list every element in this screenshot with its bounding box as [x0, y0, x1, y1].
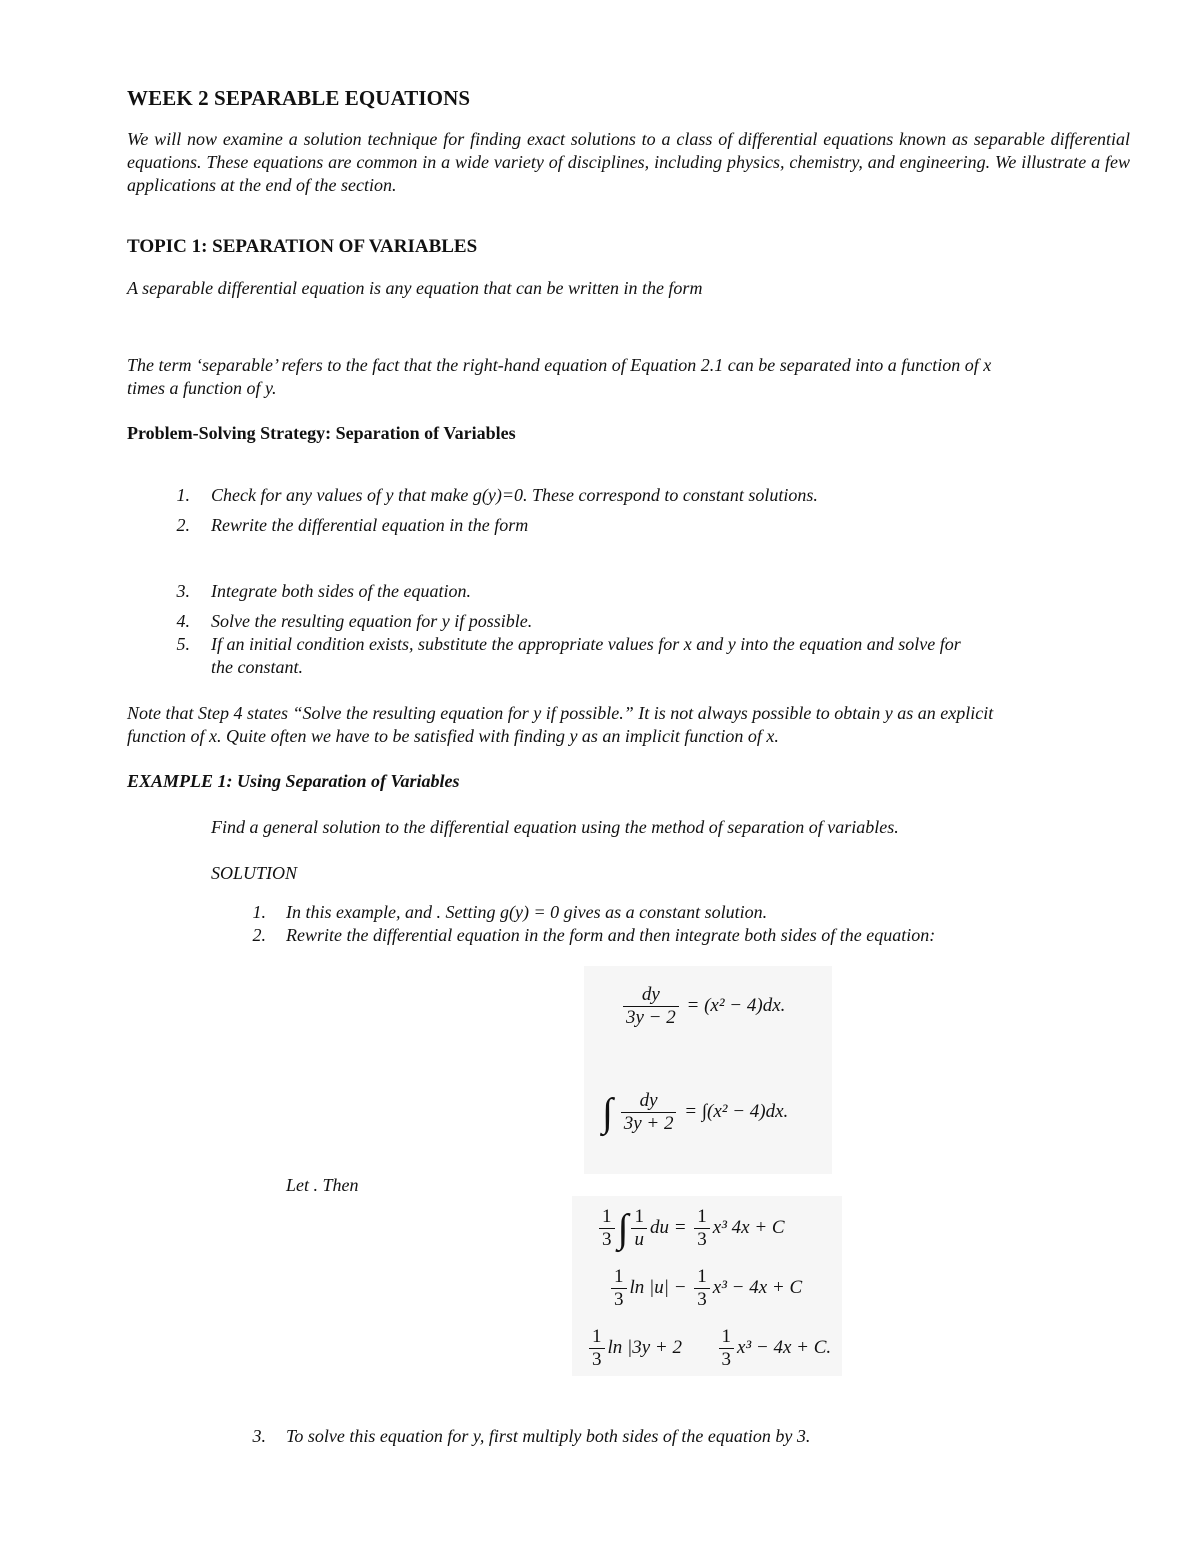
- note-line2: function of x. Quite often we have to be satisfied with finding y as an implicit function of x.: [127, 726, 779, 746]
- final-log-equation: [586, 1326, 831, 1371]
- strategy-step-number: 4.: [176, 611, 190, 631]
- note-line1: Note that Step 4 states “Solve the resulting equation for y if possible.” It is not always possible to obtain y as an explicit: [127, 703, 994, 723]
- strategy-step-number: 1.: [176, 485, 190, 505]
- log-equation: [608, 1266, 802, 1311]
- strategy-step-text-cont: the constant.: [211, 657, 303, 677]
- coefficient-denominator: 3: [694, 1288, 710, 1311]
- integrand-denominator: u: [631, 1228, 647, 1251]
- coefficient-numerator: 1: [614, 1266, 624, 1287]
- integral-sign: ∫: [617, 1205, 629, 1251]
- coefficient-numerator: 1: [721, 1326, 732, 1347]
- equation-middle: du =: [649, 1216, 687, 1238]
- intro-paragraph: We will now examine a solution technique for finding exact solutions to a class of differential equations known as separable differential equations. These equations are common in a wide variety of disciplines, including physics, chemistry, and engineering. We illustrate a few applications at the end of the section.: [127, 129, 1130, 195]
- equation-rhs: = (x² − 4)dx.: [686, 994, 786, 1016]
- coefficient-numerator: 1: [697, 1266, 707, 1287]
- solution-step-number: 2.: [252, 925, 266, 945]
- solution-step-text: Rewrite the differential equation in the form and then integrate both sides of the equation:: [286, 925, 936, 945]
- integral-sign: ∫: [602, 1089, 613, 1135]
- coefficient-numerator: 1: [697, 1206, 707, 1227]
- strategy-step-text: Solve the resulting equation for y if possible.: [211, 611, 533, 631]
- strategy-step-number: 5.: [176, 634, 190, 654]
- fraction-numerator: dy: [639, 1090, 658, 1111]
- example1-heading: EXAMPLE 1: Using Separation of Variables: [127, 771, 460, 791]
- strategy-step-number: 3.: [176, 581, 190, 601]
- fraction-denominator: 3y − 2: [623, 1006, 679, 1029]
- fraction-denominator: 3y + 2: [621, 1112, 677, 1135]
- coefficient-denominator: 3: [719, 1348, 735, 1371]
- solution-step-text: In this example, and . Setting g(y) = 0 gives as a constant solution.: [286, 902, 768, 922]
- equation-rhs: = ∫(x² − 4)dx.: [684, 1100, 789, 1122]
- separated-equation: [620, 984, 785, 1029]
- integrated-equation: [602, 1090, 788, 1135]
- topic1-heading: TOPIC 1: SEPARATION OF VARIABLES: [127, 236, 478, 257]
- equation-lhs: ln |3y + 2: [607, 1336, 683, 1358]
- equation-rhs: x³ − 4x + C.: [737, 1336, 832, 1358]
- term-note-line1: The term ‘separable’ refers to the fact that the right-hand equation of Equation 2.1 can be separated into a function of x: [127, 355, 992, 375]
- strategy-step-number: 2.: [176, 515, 190, 535]
- substitution-equation: [596, 1206, 785, 1251]
- integrand-numerator: 1: [634, 1206, 644, 1227]
- equation-image-1: [584, 966, 832, 1174]
- example1-prompt: Find a general solution to the differential equation using the method of separation of variables.: [211, 817, 899, 837]
- coefficient-denominator: 3: [694, 1228, 710, 1251]
- solution-step-number: 3.: [252, 1426, 266, 1446]
- page-title: WEEK 2 SEPARABLE EQUATIONS: [127, 86, 471, 110]
- coefficient-denominator: 3: [611, 1288, 627, 1311]
- strategy-step-text: Integrate both sides of the equation.: [211, 581, 471, 601]
- definition-text: A separable differential equation is any equation that can be written in the form: [127, 278, 703, 298]
- let-text: Let . Then: [286, 1175, 359, 1195]
- coefficient-denominator: 3: [599, 1228, 615, 1251]
- solution-label: SOLUTION: [211, 863, 298, 883]
- coefficient-denominator: 3: [589, 1348, 605, 1371]
- strategy-heading: Problem-Solving Strategy: Separation of Variables: [127, 423, 516, 443]
- solution-step-number: 1.: [252, 902, 266, 922]
- equation-image-2: [572, 1196, 842, 1376]
- coefficient-numerator: 1: [592, 1326, 602, 1347]
- equation-lhs: ln |u| −: [629, 1276, 687, 1298]
- solution-step-text: To solve this equation for y, first multiply both sides of the equation by 3.: [286, 1426, 811, 1446]
- coefficient-numerator: 1: [602, 1206, 612, 1227]
- fraction-numerator: dy: [641, 984, 660, 1005]
- strategy-step-text: Check for any values of y that make g(y)=0. These correspond to constant solutions.: [211, 485, 818, 505]
- strategy-step-text: If an initial condition exists, substitute the appropriate values for x and y into the equation and solve for: [211, 634, 961, 654]
- strategy-step-text: Rewrite the differential equation in the form: [211, 515, 529, 535]
- equation-rhs: x³ 4x + C: [712, 1216, 785, 1238]
- term-note-line2: times a function of y.: [127, 378, 277, 398]
- equation-rhs: x³ − 4x + C: [712, 1276, 803, 1298]
